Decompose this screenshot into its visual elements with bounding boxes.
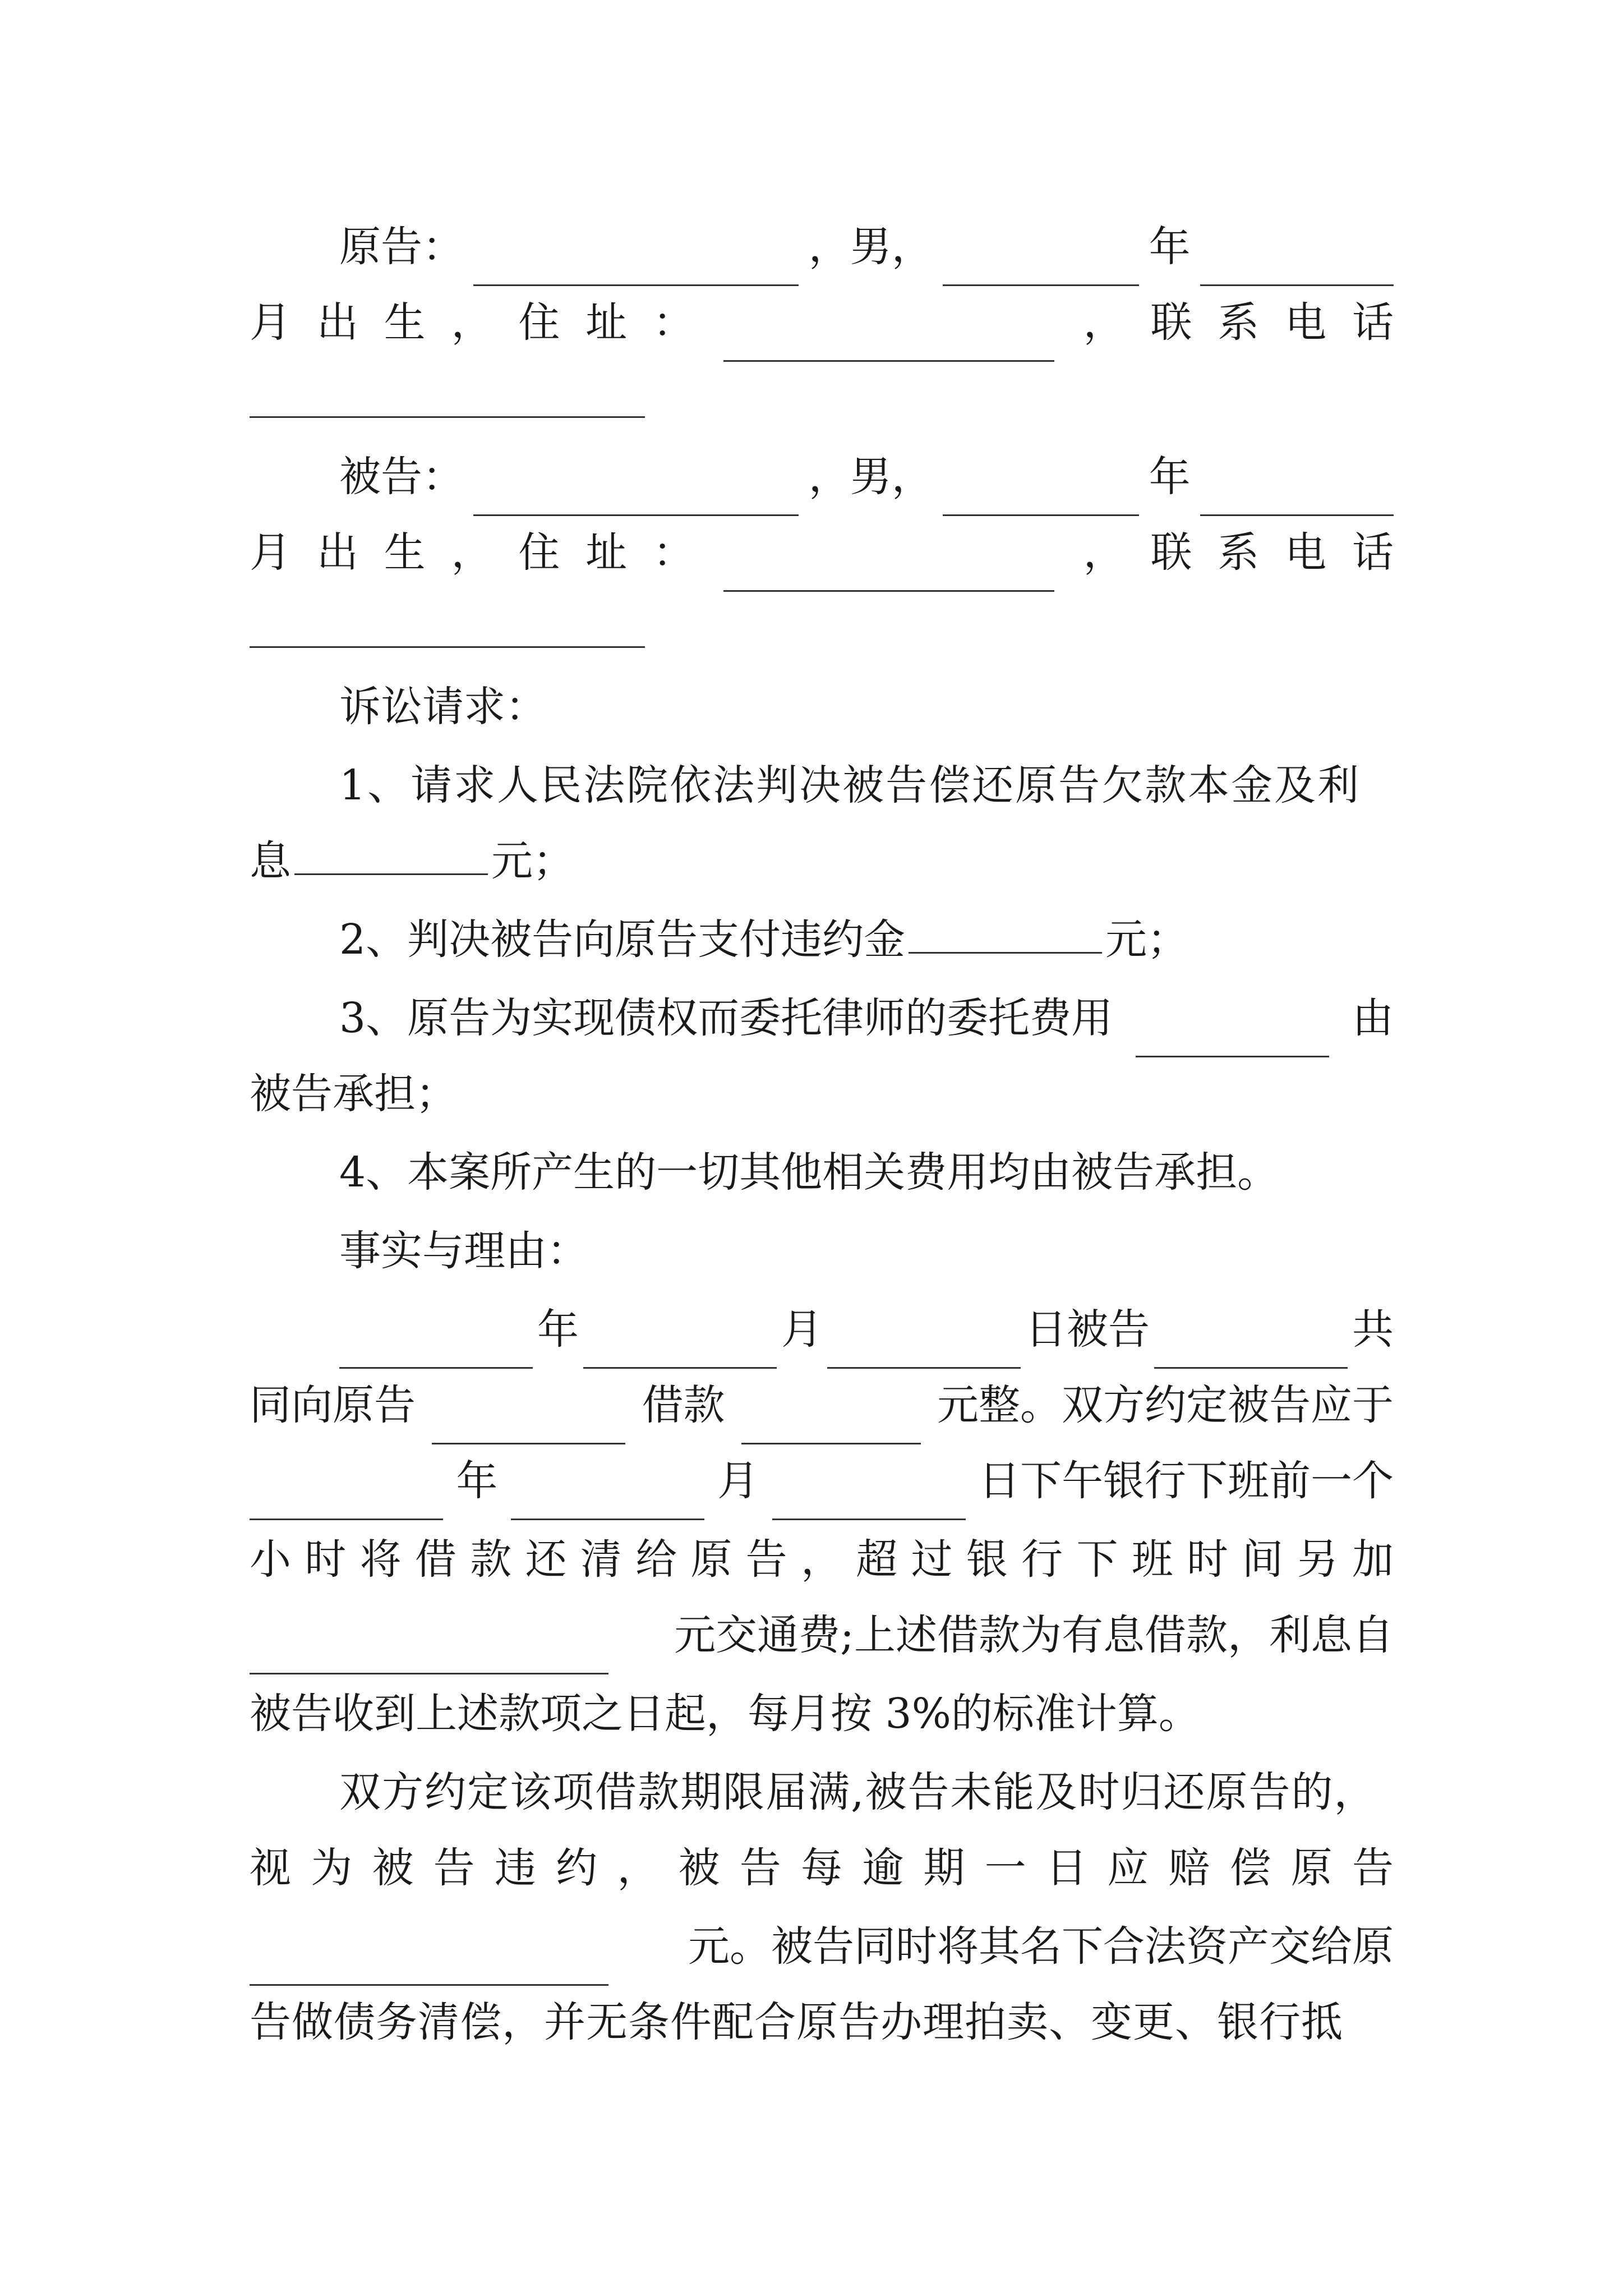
- char: 话: [1352, 528, 1394, 577]
- gong-label: 共: [1352, 1305, 1394, 1354]
- char: 生: [384, 298, 426, 347]
- char: 原: [1290, 1844, 1332, 1892]
- plaintiff-phone-blank: [250, 415, 645, 418]
- char: 间: [1242, 1535, 1284, 1584]
- char: ：: [652, 528, 694, 577]
- char: 小: [250, 1535, 291, 1584]
- char: 住: [518, 298, 560, 347]
- defendant-line-2: [250, 513, 1394, 592]
- loan-purpose-blank: [432, 1409, 625, 1444]
- loan-year-blank: [339, 1333, 533, 1369]
- claim-4: 4、本案所产生的一切其他相关费用均由被告承担。: [339, 1148, 1279, 1197]
- char: 址: [585, 528, 628, 577]
- facts-para-2-line-3: [250, 1907, 1394, 1986]
- claim-2-unit: 元；: [1105, 915, 1189, 964]
- defendant-year-blank: [943, 481, 1139, 516]
- text: 同向原告: [250, 1381, 416, 1429]
- defendant-gender: ，男，: [808, 453, 933, 501]
- char: ，: [800, 1535, 842, 1584]
- char: ，: [1083, 528, 1125, 577]
- facts-line-4: [250, 1520, 1394, 1599]
- char: 生: [384, 528, 426, 577]
- due-month-blank: [511, 1485, 704, 1520]
- char: 住: [518, 528, 560, 577]
- char: 月: [250, 528, 291, 577]
- char: 超: [856, 1535, 898, 1584]
- year-label: 年: [456, 1457, 498, 1505]
- text: 元交通费;上述借款为有息借款，利息自: [674, 1611, 1394, 1659]
- claim-1-line-1: [339, 746, 1394, 825]
- claim-3-line-1: [339, 979, 1394, 1057]
- char: 联: [1150, 528, 1192, 577]
- plaintiff-year-label: 年: [1149, 223, 1191, 271]
- claim-2-text: 2、判决被告向原告支付违约金: [339, 915, 906, 964]
- char: ，: [451, 528, 493, 577]
- char: 系: [1218, 528, 1260, 577]
- char: 址: [585, 298, 628, 347]
- char: 约: [556, 1844, 598, 1892]
- char: 话: [1352, 298, 1394, 347]
- char: 日: [1045, 1844, 1087, 1892]
- claim-3-line-2: 被告承担；: [250, 1070, 457, 1118]
- char: 还: [525, 1535, 567, 1584]
- char: 被: [372, 1844, 414, 1892]
- char: 为: [311, 1844, 353, 1892]
- month-label: 月: [717, 1457, 759, 1505]
- plaintiff-name-blank: [473, 251, 799, 286]
- char: 班: [1131, 1535, 1173, 1584]
- char: 原: [690, 1535, 732, 1584]
- plaintiff-label: 原告：: [339, 223, 464, 271]
- facts-line-6: 被告收到上述款项之日起，每月按 3%的标准计算。: [250, 1690, 1200, 1738]
- plaintiff-address-blank: [723, 326, 1054, 362]
- loan-amount-blank: [741, 1409, 921, 1444]
- char: 时: [305, 1535, 347, 1584]
- char: 过: [911, 1535, 953, 1584]
- char: 款: [470, 1535, 512, 1584]
- defendant-phone-blank: [250, 645, 645, 648]
- claim-1-tail: 息: [250, 837, 291, 885]
- defendant-line-1: [339, 438, 1394, 516]
- char: ，: [451, 298, 493, 347]
- char: ，: [617, 1844, 659, 1892]
- char: 出: [316, 298, 358, 347]
- char: 联: [1150, 298, 1192, 347]
- char: 违: [494, 1844, 536, 1892]
- char: 告: [1352, 1844, 1394, 1892]
- char: 加: [1352, 1535, 1394, 1584]
- claim-1-line-2: [250, 822, 1394, 900]
- day-defendant-label: 日被告: [1025, 1305, 1150, 1354]
- char: 银: [966, 1535, 1008, 1584]
- co-borrower-blank: [1154, 1333, 1348, 1369]
- month-label: 月: [781, 1305, 823, 1354]
- char: ：: [652, 298, 694, 347]
- char: ，: [1083, 298, 1125, 347]
- daily-penalty-blank: [250, 1950, 608, 1986]
- char: 将: [359, 1535, 402, 1584]
- defendant-name-blank: [473, 481, 799, 516]
- char: 下: [1076, 1535, 1118, 1584]
- char: 出: [316, 528, 358, 577]
- char: 系: [1218, 298, 1260, 347]
- char: 视: [250, 1844, 291, 1892]
- transport-fee-blank: [250, 1639, 608, 1674]
- claim-1-unit: 元；: [491, 837, 574, 885]
- char: 给: [635, 1535, 677, 1584]
- char: 被: [678, 1844, 720, 1892]
- claim-1-amount-blank: [294, 840, 488, 875]
- claim-3-tail: 由: [1352, 994, 1394, 1042]
- facts-para-2-line-4: 告做债务清偿，并无条件配合原告办理拍卖、变更、银行抵: [250, 1998, 1343, 2046]
- char: 清: [580, 1535, 622, 1584]
- claim-1-text: 1、请求人民法院依法判决被告偿还原告欠款本金及利: [339, 761, 1361, 809]
- defendant-month-blank: [1200, 481, 1394, 516]
- facts-heading: 事实与理由：: [339, 1227, 588, 1275]
- plaintiff-year-blank: [943, 251, 1139, 286]
- defendant-address-blank: [723, 556, 1054, 592]
- defendant-label: 被告：: [339, 453, 464, 501]
- facts-para-2-line-1: 双方约定该项借款期限届满,被告未能及时归还原告的，: [339, 1768, 1377, 1816]
- char: 告: [433, 1844, 475, 1892]
- plaintiff-month-blank: [1200, 251, 1394, 286]
- claim-2-amount-blank: [909, 918, 1102, 954]
- char: 逾: [862, 1844, 904, 1892]
- facts-line-2: [250, 1366, 1394, 1444]
- facts-line-5: [250, 1596, 1394, 1674]
- char: 期: [923, 1844, 965, 1892]
- char: 电: [1285, 528, 1327, 577]
- due-day-blank: [772, 1485, 966, 1520]
- text: 元。被告同时将其名下合法资产交给原: [688, 1922, 1394, 1971]
- text: 日下午银行下班前一个: [978, 1457, 1394, 1505]
- char: 告: [745, 1535, 787, 1584]
- char: 电: [1285, 298, 1327, 347]
- defendant-year-label: 年: [1149, 453, 1191, 501]
- loan-month-blank: [583, 1333, 777, 1369]
- char: 赔: [1168, 1844, 1210, 1892]
- due-year-blank: [250, 1485, 443, 1520]
- char: 时: [1187, 1535, 1229, 1584]
- claims-heading: 诉讼请求：: [339, 683, 547, 731]
- text: 元整。双方约定被告应于: [937, 1381, 1394, 1429]
- char: 借: [414, 1535, 457, 1584]
- claim-2: [339, 900, 1394, 979]
- char: 另: [1297, 1535, 1339, 1584]
- plaintiff-gender: ，男，: [808, 223, 933, 271]
- char: 每: [800, 1844, 842, 1892]
- facts-line-3: [250, 1442, 1394, 1520]
- text: 借款: [642, 1381, 725, 1429]
- claim-3-text: 3、原告为实现债权而委托律师的委托费用: [339, 994, 1113, 1042]
- char: 行: [1021, 1535, 1063, 1584]
- loan-day-blank: [827, 1333, 1021, 1369]
- plaintiff-line-1: [339, 208, 1394, 286]
- facts-line-1: [339, 1290, 1394, 1369]
- char: 偿: [1229, 1844, 1271, 1892]
- char: 应: [1107, 1844, 1149, 1892]
- facts-para-2-line-2: [250, 1829, 1394, 1907]
- char: 告: [739, 1844, 781, 1892]
- char: 一: [984, 1844, 1026, 1892]
- plaintiff-line-2: [250, 283, 1394, 362]
- claim-3-fee-blank: [1136, 1022, 1329, 1057]
- char: 月: [250, 298, 291, 347]
- year-label: 年: [537, 1305, 579, 1354]
